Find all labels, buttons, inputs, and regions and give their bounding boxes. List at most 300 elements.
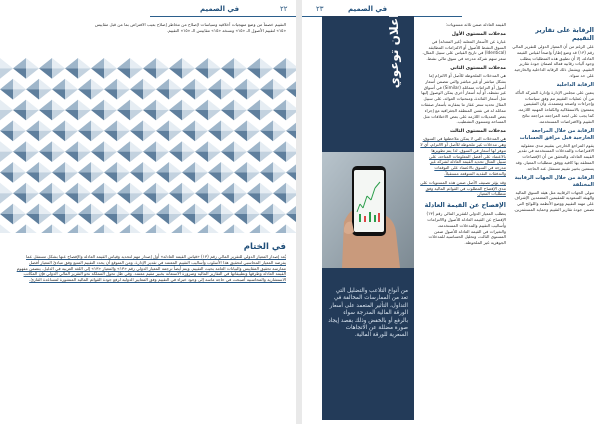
- pattern-facet: [78, 183, 91, 193]
- pattern-facet: [143, 224, 156, 233]
- pattern-facet: [208, 110, 221, 120]
- pattern-facet: [156, 58, 169, 68]
- pattern-facet: [182, 89, 195, 99]
- pattern-facet: [130, 79, 143, 89]
- pattern-facet: [117, 120, 130, 130]
- pattern-facet: [234, 162, 247, 172]
- pattern-facet: [247, 214, 260, 224]
- pattern-facet: [26, 141, 39, 151]
- pattern-facet: [260, 131, 273, 141]
- level2-text: هي المدخلات الملحوظة للأصل أو الالتزام إما بشكل مباشر أو غير مباشر والتي تتضمن أسعار أصول أو التزامات متماثلة (Similar) في أسواق غير نشطة، أو أية أسعار أخرى يمكن الوصول إليها مثل أسعار الفائدة، ومنحنيات العوائد، على سبيل المثال تحديد سعر عقار ما بمقارنة بأسعار صفقات مماثلة له في نفس المنطقة الجغرافية مع إجراء بعض التعديلات اللازمة على بعض الاختلافات مثل المساحة ومستوى التشطيب.: [420, 72, 506, 125]
- pattern-facet: [208, 79, 221, 89]
- pattern-facet: [234, 214, 247, 224]
- pattern-facet: [52, 89, 65, 99]
- pattern-facet: [13, 172, 26, 182]
- pattern-facet: [286, 183, 296, 193]
- conclusion-text: يُعد إصدار المعيار الدولي للتقرير المالي رقم (١٣) «قياس القيمة العادلة» أول إصدار مهم لتحديد وقياس القيمة العادلة والإفصاح عنها بشكل مستقل عما يفرضه المعيار المحاسبي لتحقيق هذا الأسلوب وأساليب التقييم المعتمد في تقدير الإدارة. ومن المتوقع أن يحدد التقييم المتبع وفق مبادئ المعيار أفضل ممارسة تحقيق المقاييس والبيانات العامة بحيث التقييم. ويتم أيضاً ترجمة المعيار الدولي رقم «١٣» والمعيار «١٣» إلى اللغة العربية في الدليل. يتضمن مفهوم القيمة العادلة وطرقها وتطبيقاتها في التقارير المالية وضرورة الاستعانة بخبير مقيم معتمد. وفي ظل تحول المملكة نحو التقرير المالي الدولي فإن المكاتب الاستشارية والمحاسبية أصبحت في حاجة ماسة إلى وجود خبراء في التقييم وفق المعايير الدولية لرفع جودة القوائم المالية المنشورة لمساعدة القارئ.: [16, 254, 286, 283]
- pattern-facet: [104, 183, 117, 193]
- pattern-facet: [286, 110, 296, 120]
- pattern-facet: [130, 204, 143, 214]
- pattern-facet: [195, 172, 208, 182]
- pattern-facet: [221, 141, 234, 151]
- pattern-facet: [78, 120, 91, 130]
- pattern-facet: [221, 193, 234, 203]
- pattern-facet: [260, 204, 273, 214]
- pattern-facet: [39, 58, 52, 68]
- pattern-facet: [65, 58, 78, 68]
- pattern-facet: [78, 58, 91, 68]
- pattern-facet: [221, 224, 234, 233]
- levels-intro: القيمة العادلة ضمن ثلاثة مستويات:: [445, 22, 506, 27]
- pattern-facet: [117, 224, 130, 233]
- pattern-facet: [247, 204, 260, 214]
- pattern-facet: [234, 100, 247, 110]
- pattern-facet: [65, 204, 78, 214]
- pattern-facet: [169, 68, 182, 78]
- pattern-facet: [52, 204, 65, 214]
- pattern-facet: [143, 89, 156, 99]
- pattern-facet: [286, 68, 296, 78]
- pattern-facet: [117, 100, 130, 110]
- level1-heading: مدخلات المستوى الأول: [451, 31, 506, 37]
- pattern-facet: [91, 152, 104, 162]
- pattern-facet: [195, 183, 208, 193]
- pattern-facet: [182, 79, 195, 89]
- pattern-facet: [65, 100, 78, 110]
- level3-text: هي المدخلات التي لا يمكن ملاحظتها في السوق، وهي مدخلات غير ملحوظة للأصل أو الالتزام، أي لا تتوفر لها أسعار في السوق. لذا يتم تطويرها بالاعتماد على أفضل المعلومات المتاحة، على سبيل المثال تحديد القيمة العادلة لشركة غير مدرجة في السوق بالاعتماد على التوقعات والتدفقات النقدية المتوقعة مستقبلاً.: [420, 136, 506, 176]
- pattern-facet: [65, 193, 78, 203]
- pattern-facet: [195, 162, 208, 172]
- pattern-facet: [91, 120, 104, 130]
- pattern-facet: [208, 193, 221, 203]
- pattern-facet: [208, 204, 221, 214]
- pattern-facet: [208, 214, 221, 224]
- pattern-facet: [13, 224, 26, 233]
- pattern-facet: [169, 152, 182, 162]
- pattern-facet: [39, 214, 52, 224]
- pattern-facet: [273, 204, 286, 214]
- pattern-facet: [156, 214, 169, 224]
- pattern-facet: [26, 162, 39, 172]
- pattern-facet: [208, 152, 221, 162]
- pattern-facet: [26, 58, 39, 68]
- pattern-facet: [52, 214, 65, 224]
- pattern-facet: [78, 204, 91, 214]
- pattern-facet: [208, 172, 221, 182]
- level2-heading: مدخلات المستوى الثاني: [450, 65, 506, 71]
- pattern-facet: [117, 58, 130, 68]
- pattern-facet: [0, 110, 13, 120]
- pattern-facet: [286, 58, 296, 68]
- pattern-facet: [0, 131, 13, 141]
- pattern-facet: [273, 214, 286, 224]
- pattern-facet: [65, 110, 78, 120]
- oversight-heading: الرقابة على تقارير التقييم: [535, 26, 594, 42]
- pattern-facet: [117, 89, 130, 99]
- pattern-facet: [91, 162, 104, 172]
- pattern-facet: [169, 141, 182, 151]
- pattern-facet: [39, 152, 52, 162]
- level3-heading: مدخلات المستوى الثالث: [450, 129, 506, 135]
- oversight-text: على الرغم من أن المعيار الدولي للتقرير المالي رقم (١٣) قد وضع إطاراً واضحاً لقياس القيمة العادلة، إلا أن تطبيق هذه المتطلبات يتطلب وجود آليات رقابية فعالة لضمان جودة تقارير التقييم. ويشمل ذلك الرقابة الداخلية والخارجية على حد سواء.: [512, 44, 594, 78]
- pattern-facet: [156, 224, 169, 233]
- pattern-facet: [260, 120, 273, 130]
- pattern-facet: [39, 193, 52, 203]
- pattern-facet: [234, 183, 247, 193]
- pattern-facet: [286, 100, 296, 110]
- pattern-facet: [13, 120, 26, 130]
- pattern-facet: [78, 214, 91, 224]
- pattern-facet: [182, 204, 195, 214]
- pattern-facet: [273, 110, 286, 120]
- level1-text: عبارة عن الأسعار المعلنة (غير المعدلة) في السوق النشط للأصول أو الالتزامات المطابقة (Identical) في تاريخ القياس على سبيل المثال، سعر سهم شركة مدرجة في سوق مالي نشط.: [422, 38, 506, 62]
- pattern-facet: [156, 79, 169, 89]
- pattern-facet: [91, 183, 104, 193]
- pattern-facet: [273, 172, 286, 182]
- pattern-facet: [156, 89, 169, 99]
- pattern-facet: [247, 131, 260, 141]
- pattern-facet: [0, 183, 13, 193]
- pattern-facet: [13, 68, 26, 78]
- pattern-facet: [169, 224, 182, 233]
- pattern-facet: [26, 193, 39, 203]
- pattern-facet: [13, 152, 26, 162]
- pattern-facet: [273, 131, 286, 141]
- pattern-facet: [91, 193, 104, 203]
- pattern-facet: [195, 120, 208, 130]
- right-column: [512, 22, 594, 420]
- pattern-facet: [130, 131, 143, 141]
- pattern-facet: [169, 58, 182, 68]
- pattern-facet: [143, 120, 156, 130]
- pattern-facet: [247, 183, 260, 193]
- pattern-facet: [52, 58, 65, 68]
- pattern-facet: [247, 120, 260, 130]
- pattern-facet: [286, 120, 296, 130]
- pattern-facet: [156, 131, 169, 141]
- pattern-graphic: [0, 58, 296, 233]
- pattern-facet: [39, 100, 52, 110]
- pattern-facet: [39, 183, 52, 193]
- pattern-facet: [117, 162, 130, 172]
- pattern-facet: [78, 141, 91, 151]
- pattern-facet: [130, 193, 143, 203]
- conclusion-section: [14, 240, 286, 420]
- pattern-facet: [182, 172, 195, 182]
- pattern-facet: [143, 79, 156, 89]
- pattern-facet: [234, 79, 247, 89]
- pattern-facet: [104, 152, 117, 162]
- pattern-facet: [78, 110, 91, 120]
- pattern-facet: [234, 120, 247, 130]
- pattern-facet: [234, 152, 247, 162]
- regulators-heading: الرقابة من خلال الجهات الرقابية المختلفة: [514, 174, 594, 188]
- pattern-facet: [26, 224, 39, 233]
- pattern-facet: [13, 131, 26, 141]
- page-number: ٢٢: [280, 5, 288, 13]
- pattern-facet: [13, 162, 26, 172]
- pattern-facet: [65, 68, 78, 78]
- internal-control-heading: الرقابة الداخلية: [556, 81, 594, 88]
- pattern-facet: [156, 141, 169, 151]
- pattern-facet: [91, 58, 104, 68]
- pattern-facet: [65, 183, 78, 193]
- disclosure-text: يتطلب المعيار الدولي للتقرير المالي رقم (١٣) الإفصاح عن القيمة العادلة للأصول والالتزامات وأساليب التقييم والمدخلات المستخدمة، والتغيرات في القيمة العادلة للأصول ضمن المستوى الثالث، وتحليل الحساسية للمدخلات الجوهرية غير الملحوظة.: [426, 211, 506, 246]
- pattern-facet: [195, 68, 208, 78]
- pattern-facet: [39, 162, 52, 172]
- pattern-facet: [26, 204, 39, 214]
- pattern-facet: [286, 131, 296, 141]
- pattern-facet: [52, 193, 65, 203]
- pattern-facet: [52, 131, 65, 141]
- pattern-facet: [65, 89, 78, 99]
- pattern-facet: [247, 172, 260, 182]
- pattern-facet: [13, 100, 26, 110]
- pattern-facet: [52, 152, 65, 162]
- phone-chart-photo: [322, 152, 414, 268]
- pattern-facet: [91, 214, 104, 224]
- pattern-facet: [260, 152, 273, 162]
- decorative-pattern-image: [0, 58, 296, 233]
- pattern-facet: [247, 162, 260, 172]
- pattern-facet: [208, 58, 221, 68]
- regulators-text: تتولى الجهات الرقابية مثل هيئة السوق المالية والهيئة السعودية للمقيمين المعتمدين الإشراف على مهنة التقييم ووضع الأنظمة واللوائح التي تضمن جودة تقارير التقييم وحماية المستثمرين.: [513, 189, 594, 212]
- pattern-facet: [117, 68, 130, 78]
- pattern-facet: [247, 141, 260, 151]
- pattern-facet: [247, 110, 260, 120]
- pattern-facet: [0, 141, 13, 151]
- pattern-facet: [13, 193, 26, 203]
- page-header: في الصميم: [200, 5, 240, 13]
- pattern-facet: [195, 204, 208, 214]
- pattern-facet: [78, 89, 91, 99]
- pattern-facet: [286, 193, 296, 203]
- pattern-facet: [273, 162, 286, 172]
- pattern-facet: [39, 68, 52, 78]
- pattern-facet: [221, 58, 234, 68]
- pattern-facet: [260, 79, 273, 89]
- pattern-facet: [195, 58, 208, 68]
- pattern-facet: [104, 224, 117, 233]
- pattern-facet: [182, 110, 195, 120]
- pattern-facet: [221, 172, 234, 182]
- pattern-facet: [182, 162, 195, 172]
- pattern-facet: [91, 224, 104, 233]
- pattern-facet: [273, 68, 286, 78]
- pattern-facet: [39, 204, 52, 214]
- intro-text: التقييم خصماً من وضع منهجيات أخلاقية وسياسات لإصلاح من مخاطر إصلاح بعيب الافتراض بما من قبل مقاييس «١٥» لتقييم الأصول الـ «١٥» ونسخة «١٥» مقاييس الـ «١٥» التقييم.: [94, 22, 286, 33]
- pattern-facet: [208, 141, 221, 151]
- pattern-facet: [182, 183, 195, 193]
- pattern-facet: [26, 100, 39, 110]
- header-rule: [150, 16, 296, 17]
- pattern-facet: [104, 100, 117, 110]
- right-page: [302, 0, 600, 424]
- pattern-facet: [130, 100, 143, 110]
- pattern-facet: [273, 152, 286, 162]
- pattern-facet: [65, 79, 78, 89]
- external-audit-text: يقوم المراجع الخارجي بتقييم مدى معقولية الافتراضات والمدخلات المستخدمة في تقدير القيمة العادلة، والتحقق من أن الإفصاحات المتعلقة بها كافية ووفق متطلبات المعيار، وقد يستعين بخبير تقييم مستقل عند الحاجة.: [515, 142, 594, 171]
- pattern-facet: [0, 214, 13, 224]
- pattern-facet: [0, 58, 13, 68]
- pattern-facet: [130, 89, 143, 99]
- pattern-facet: [286, 224, 296, 233]
- pattern-facet: [78, 152, 91, 162]
- pattern-facet: [221, 79, 234, 89]
- pattern-facet: [104, 79, 117, 89]
- pattern-facet: [156, 183, 169, 193]
- pattern-facet: [13, 183, 26, 193]
- pattern-facet: [52, 162, 65, 172]
- left-page: [0, 0, 296, 424]
- pattern-facet: [221, 131, 234, 141]
- pattern-facet: [104, 162, 117, 172]
- pattern-facet: [143, 152, 156, 162]
- pattern-facet: [130, 110, 143, 120]
- pattern-facet: [52, 110, 65, 120]
- pattern-facet: [143, 100, 156, 110]
- pattern-facet: [169, 204, 182, 214]
- pattern-facet: [273, 224, 286, 233]
- pattern-facet: [286, 141, 296, 151]
- pattern-facet: [273, 120, 286, 130]
- pattern-facet: [234, 110, 247, 120]
- pattern-facet: [0, 193, 13, 203]
- pattern-facet: [260, 68, 273, 78]
- pattern-facet: [13, 214, 26, 224]
- pattern-facet: [26, 110, 39, 120]
- pattern-facet: [104, 110, 117, 120]
- pattern-facet: [156, 162, 169, 172]
- pattern-facet: [260, 193, 273, 203]
- pattern-facet: [39, 120, 52, 130]
- pattern-facet: [0, 79, 13, 89]
- pattern-facet: [91, 68, 104, 78]
- pattern-facet: [156, 120, 169, 130]
- pattern-facet: [65, 172, 78, 182]
- pattern-facet: [0, 162, 13, 172]
- conclusion-heading: في الختام: [243, 242, 286, 252]
- pattern-facet: [169, 120, 182, 130]
- pattern-facet: [156, 193, 169, 203]
- pattern-facet: [169, 172, 182, 182]
- pattern-facet: [130, 224, 143, 233]
- pattern-facet: [208, 100, 221, 110]
- external-audit-heading: الرقابة من خلال المراجعة الخارجية قبل مرافق الحسابات: [519, 127, 594, 141]
- pattern-facet: [91, 100, 104, 110]
- pattern-facet: [65, 214, 78, 224]
- pattern-facet: [234, 141, 247, 151]
- pattern-facet: [143, 193, 156, 203]
- pattern-facet: [195, 89, 208, 99]
- pattern-facet: [52, 183, 65, 193]
- intro-paragraph: [90, 22, 286, 54]
- pattern-facet: [286, 152, 296, 162]
- pattern-facet: [234, 58, 247, 68]
- pattern-facet: [182, 58, 195, 68]
- pattern-facet: [273, 58, 286, 68]
- pattern-facet: [234, 204, 247, 214]
- pattern-facet: [26, 152, 39, 162]
- pattern-facet: [221, 110, 234, 120]
- pattern-facet: [260, 224, 273, 233]
- pattern-facet: [39, 224, 52, 233]
- sidebar-title: اعلان توعوي: [387, 13, 401, 89]
- pattern-facet: [78, 224, 91, 233]
- pattern-facet: [39, 79, 52, 89]
- pattern-facet: [247, 193, 260, 203]
- pattern-facet: [273, 100, 286, 110]
- pattern-facet: [156, 110, 169, 120]
- pattern-facet: [26, 214, 39, 224]
- pattern-facet: [208, 68, 221, 78]
- pattern-facet: [182, 100, 195, 110]
- pattern-facet: [117, 152, 130, 162]
- pattern-facet: [78, 68, 91, 78]
- pattern-facet: [156, 68, 169, 78]
- pattern-facet: [130, 152, 143, 162]
- pattern-facet: [221, 214, 234, 224]
- pattern-facet: [182, 152, 195, 162]
- phone-screen: [354, 170, 384, 232]
- pattern-facet: [143, 162, 156, 172]
- pattern-facet: [78, 100, 91, 110]
- pattern-facet: [195, 152, 208, 162]
- pattern-facet: [169, 131, 182, 141]
- pattern-facet: [234, 193, 247, 203]
- pattern-facet: [247, 79, 260, 89]
- pattern-facet: [0, 120, 13, 130]
- pattern-facet: [208, 120, 221, 130]
- pattern-facet: [104, 58, 117, 68]
- pattern-facet: [26, 183, 39, 193]
- pattern-facet: [260, 110, 273, 120]
- pattern-facet: [104, 172, 117, 182]
- pattern-facet: [26, 68, 39, 78]
- pattern-facet: [117, 204, 130, 214]
- pattern-facet: [169, 183, 182, 193]
- pattern-facet: [130, 141, 143, 151]
- pattern-facet: [0, 100, 13, 110]
- pattern-facet: [221, 120, 234, 130]
- pattern-facet: [247, 100, 260, 110]
- pattern-facet: [104, 204, 117, 214]
- pattern-facet: [130, 183, 143, 193]
- pattern-facet: [182, 68, 195, 78]
- pattern-facet: [78, 131, 91, 141]
- pattern-facet: [104, 89, 117, 99]
- pattern-facet: [143, 110, 156, 120]
- pattern-facet: [117, 172, 130, 182]
- pattern-facet: [182, 131, 195, 141]
- pattern-facet: [104, 193, 117, 203]
- pattern-facet: [195, 141, 208, 151]
- pattern-facet: [52, 100, 65, 110]
- pattern-facet: [169, 89, 182, 99]
- pattern-facet: [260, 100, 273, 110]
- pattern-facet: [221, 68, 234, 78]
- pattern-facet: [39, 172, 52, 182]
- pattern-facet: [26, 172, 39, 182]
- pattern-facet: [286, 79, 296, 89]
- pattern-facet: [78, 172, 91, 182]
- pattern-facet: [182, 193, 195, 203]
- pattern-facet: [117, 193, 130, 203]
- pattern-facet: [104, 131, 117, 141]
- pattern-facet: [117, 183, 130, 193]
- pattern-facet: [260, 58, 273, 68]
- pattern-facet: [91, 141, 104, 151]
